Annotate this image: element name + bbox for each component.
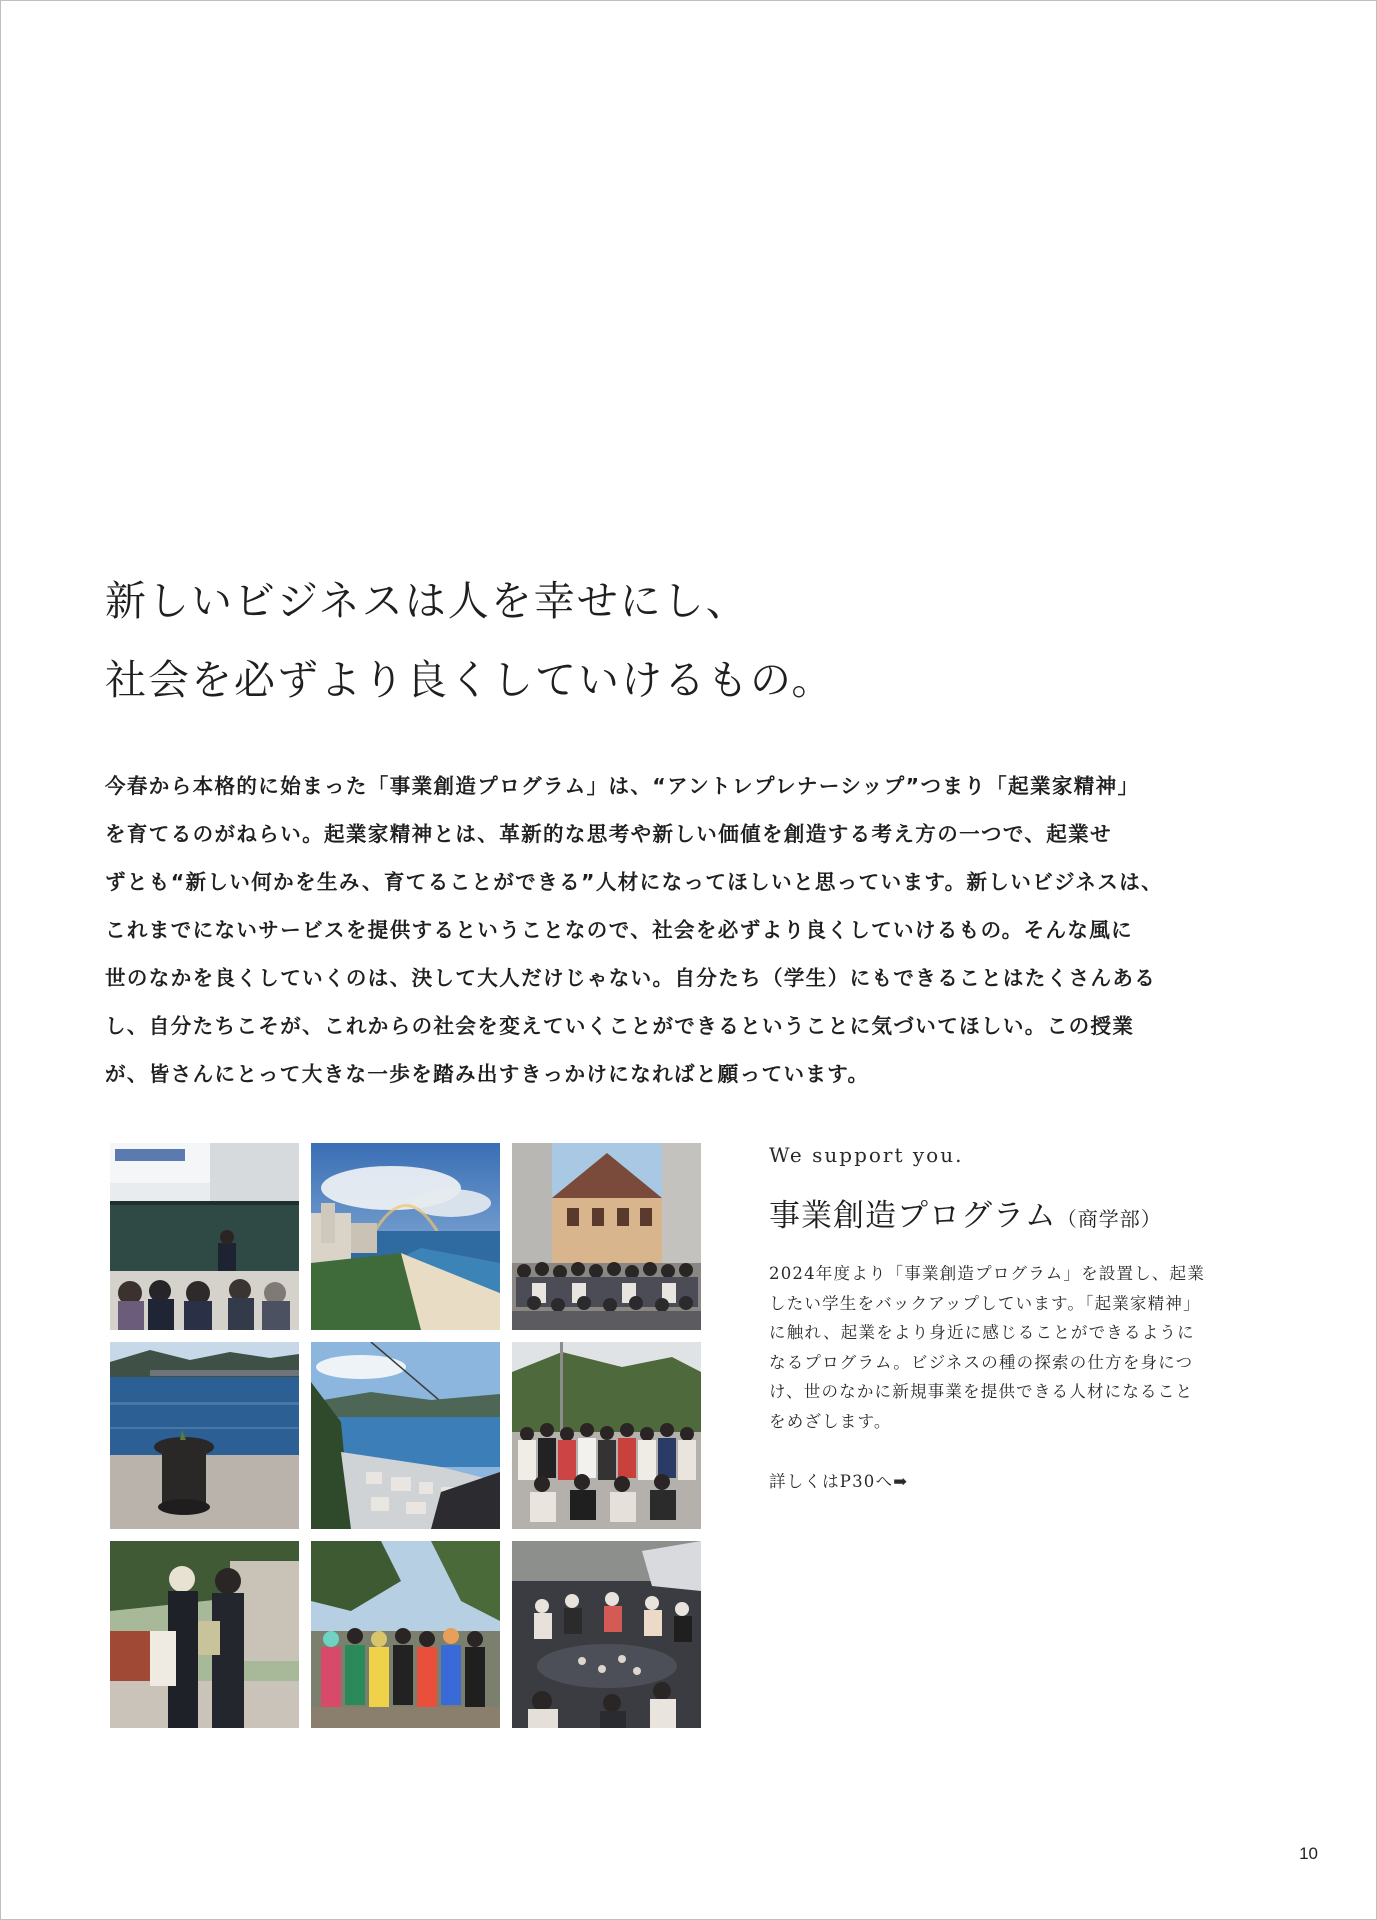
- headline-line-1: 新しいビジネスは人を幸せにし、: [105, 577, 749, 625]
- headline: [105, 562, 1225, 720]
- photo-two-students: [110, 1541, 299, 1728]
- body-line: ずとも“新しい何かを生み、育てることができる”人材になってほしいと思っています。新しいビジネスは、: [105, 870, 1164, 894]
- details-link[interactable]: 詳しくはP30へ➡: [769, 1471, 909, 1491]
- program-desc-line: をめざします。: [769, 1411, 892, 1431]
- program-desc-line: に触れ、起業をより身近に感じることができるように: [769, 1323, 1195, 1343]
- photo-beach-rainbow: [311, 1143, 500, 1330]
- body-line: を育てるのがねらい。起業家精神とは、革新的な思考や新しい価値を創造する考え方の一つで、起業せ: [105, 822, 1112, 846]
- body-line: 今春から本格的に始まった「事業創造プログラム」は、“アントレプレナーシップ”つまり「起業家精神」: [105, 774, 1140, 798]
- headline-line-2: 社会を必ずより良くしていけるもの。: [105, 656, 835, 704]
- body-line: が、皆さんにとって大きな一歩を踏み出すきっかけになればと願っています。: [105, 1062, 870, 1086]
- program-title: [769, 1196, 1239, 1239]
- program-title-main: 事業創造プログラム: [769, 1198, 1057, 1234]
- program-title-sub: （商学部）: [1056, 1207, 1162, 1231]
- photo-lecture-hall: [110, 1143, 299, 1330]
- photo-colorful-group: [311, 1541, 500, 1728]
- tagline: We support you.: [769, 1143, 964, 1167]
- photo-group-hill: [512, 1342, 701, 1529]
- program-desc-line: したい学生をバックアップしています。「起業家精神」: [769, 1293, 1201, 1313]
- photo-harbor-bollard: [110, 1342, 299, 1529]
- photo-building-group: [512, 1143, 701, 1330]
- program-desc-line: け、世のなかに新規事業を提供できる人材になること: [769, 1382, 1194, 1402]
- body-line: し、自分たちこそが、これからの社会を変えていくことができるということに気づいてほしい。この授業: [105, 1014, 1135, 1038]
- body-line: 世のなかを良くしていくのは、決して大人だけじゃない。自分たち（学生）にもできることはたくさんある: [105, 966, 1157, 990]
- program-desc-line: なるプログラム。ビジネスの種の探索の仕方を身につ: [769, 1352, 1194, 1372]
- photo-coastal-town: [311, 1342, 500, 1529]
- photo-grid: [110, 1143, 702, 1727]
- body-paragraph: [105, 762, 1235, 1098]
- program-sidebar: [769, 1140, 1239, 1492]
- program-desc-line: 2024年度より「事業創造プログラム」を設置し、起業: [769, 1264, 1206, 1283]
- page-number: 10: [1299, 1844, 1318, 1863]
- body-line: これまでにないサービスを提供するということなので、社会を必ずより良くしていけるもの。そんな風に: [105, 918, 1134, 942]
- photo-picnic-rocks: [512, 1541, 701, 1728]
- program-description: [769, 1259, 1239, 1437]
